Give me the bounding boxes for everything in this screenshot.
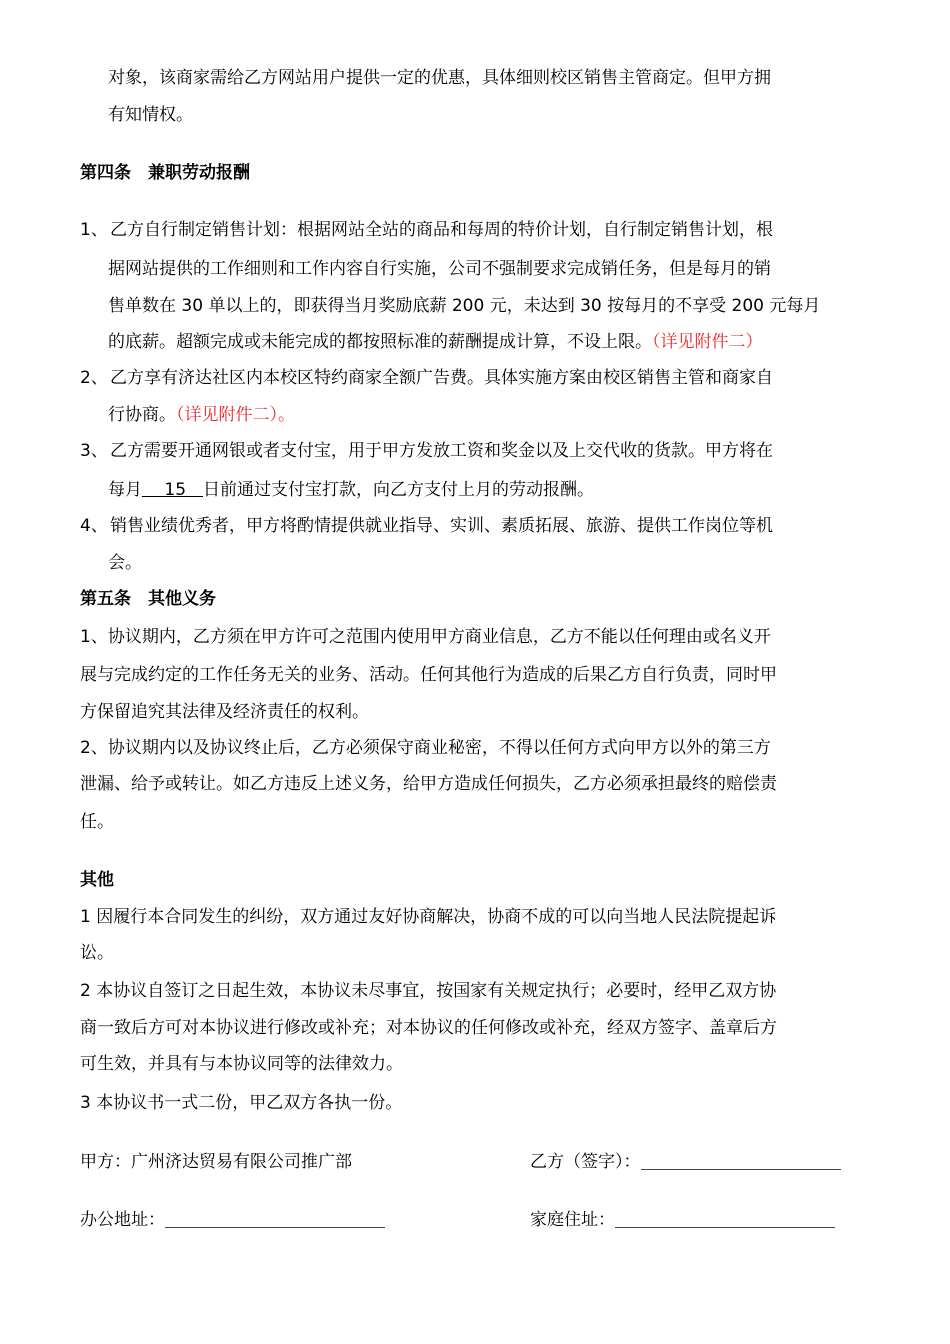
office-address-field[interactable] bbox=[165, 1209, 385, 1228]
paragraph-line: 的底薪。超额完成或未能完成的都按照标准的薪酬提成计算，不设上限。（详见附件二） bbox=[108, 332, 763, 352]
section-heading: 第五条 其他义务 bbox=[80, 589, 216, 609]
annex-reference: （详见附件二）。 bbox=[176, 405, 295, 425]
paragraph-line: 3 本协议书一式二份，甲乙双方各执一份。 bbox=[80, 1093, 403, 1113]
list-item-2: 2、 乙方享有济达社区内本校区特约商家全额广告费。具体实施方案由校区销售主管和商家自 bbox=[80, 368, 773, 388]
home-address: 家庭住址： bbox=[530, 1208, 835, 1232]
section-heading: 第四条 兼职劳动报酬 bbox=[80, 163, 250, 183]
paragraph-line: 2、协议期内以及协议终止后，乙方必须保守商业秘密，不得以任何方式向甲方以外的第三方 bbox=[80, 738, 771, 758]
paragraph-line: 有知情权。 bbox=[108, 105, 193, 125]
pay-day-field: 15 bbox=[142, 480, 204, 500]
paragraph-line: 对象，该商家需给乙方网站用户提供一定的优惠，具体细则校区销售主管商定。但甲方拥 bbox=[108, 68, 771, 88]
list-item-1: 1、 乙方自行制定销售计划：根据网站全站的商品和每周的特价计划，自行制定销售计划，根 bbox=[80, 220, 773, 240]
paragraph-line: 售单数在 30 单以上的，即获得当月奖励底薪 200 元，未达到 30 按每月的不享受 200 元每月 bbox=[108, 296, 821, 316]
paragraph-line: 泄漏、给予或转让。如乙方违反上述义务，给甲方造成任何损失，乙方必须承担最终的赔偿责 bbox=[80, 774, 777, 794]
party-a-name: 甲方：广州济达贸易有限公司推广部 bbox=[80, 1152, 352, 1172]
party-b-signature-field[interactable] bbox=[641, 1151, 841, 1170]
paragraph-line: 每月 15 日前通过支付宝打款，向乙方支付上月的劳动报酬。 bbox=[108, 480, 595, 500]
paragraph-line: 任。 bbox=[80, 812, 114, 832]
party-b-signature: 乙方（签字）： bbox=[530, 1150, 841, 1174]
office-address: 办公地址： bbox=[80, 1208, 385, 1232]
home-address-field[interactable] bbox=[615, 1209, 835, 1228]
paragraph-line: 据网站提供的工作细则和工作内容自行实施，公司不强制要求完成销任务，但是每月的销 bbox=[108, 259, 771, 279]
paragraph-line: 展与完成约定的工作任务无关的业务、活动。任何其他行为造成的后果乙方自行负责，同时甲 bbox=[80, 665, 777, 685]
paragraph-line: 讼。 bbox=[80, 943, 114, 963]
list-item-4: 4、 销售业绩优秀者，甲方将酌情提供就业指导、实训、素质拓展、旅游、提供工作岗位等机 bbox=[80, 516, 773, 536]
paragraph-line: 可生效，并具有与本协议同等的法律效力。 bbox=[80, 1054, 403, 1074]
paragraph-line: 商一致后方可对本协议进行修改或补充；对本协议的任何修改或补充，经双方签字、盖章后方 bbox=[80, 1018, 777, 1038]
paragraph-line: 行协商。（详见附件二）。 bbox=[108, 405, 295, 425]
section-heading: 其他 bbox=[80, 870, 114, 890]
paragraph-line: 2 本协议自签订之日起生效，本协议未尽事宜，按国家有关规定执行；必要时，经甲乙双方协 bbox=[80, 981, 777, 1001]
list-item-3: 3、 乙方需要开通网银或者支付宝，用于甲方发放工资和奖金以及上交代收的货款。甲方将在 bbox=[80, 441, 773, 461]
paragraph-line: 1、协议期内，乙方须在甲方许可之范围内使用甲方商业信息，乙方不能以任何理由或名义开 bbox=[80, 627, 771, 647]
paragraph-line: 1 因履行本合同发生的纠纷，双方通过友好协商解决，协商不成的可以向当地人民法院提起诉 bbox=[80, 907, 777, 927]
paragraph-line: 方保留追究其法律及经济责任的权利。 bbox=[80, 702, 369, 722]
annex-reference: （详见附件二） bbox=[652, 332, 763, 352]
paragraph-line: 会。 bbox=[108, 553, 142, 573]
